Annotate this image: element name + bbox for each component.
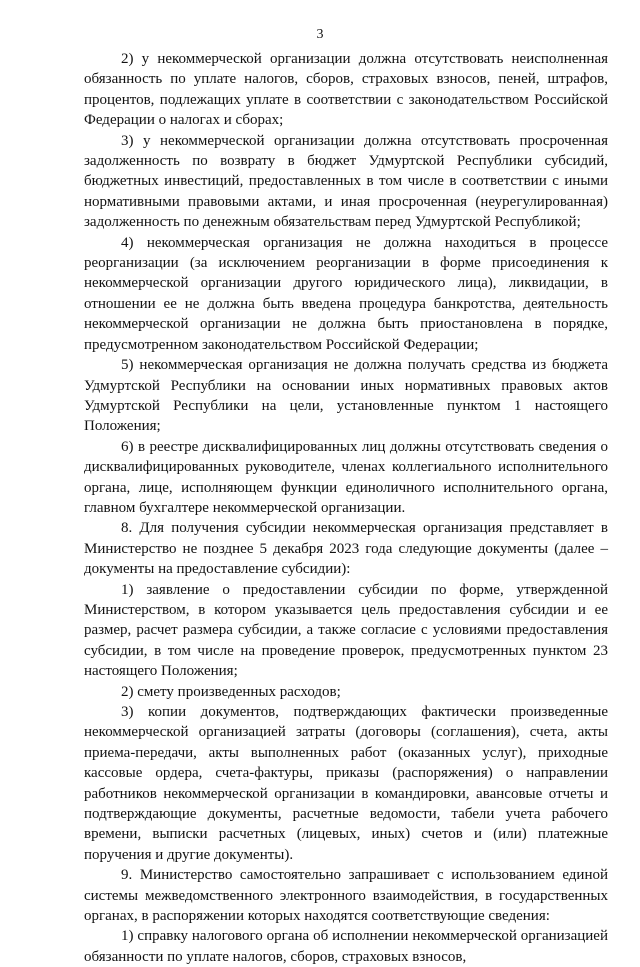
paragraph-item-4: 4) некоммерческая организация не должна находиться в процессе реорганизации (за исключением реорганизации в форме присоединения к некоммерческой организации другого юридического лица), ликвидации, в отношении ее не должна быть введена процедура банкротства, деятельность некоммерческой организации не должна быть приостановлена в порядке, предусмотренном законодательством Российской Федерации; — [84, 234, 608, 353]
paragraph-clause-8-item-1: 1) заявление о предоставлении субсидии по форме, утвержденной Министерством, в котором указывается цель предоставления субсидии и ее размер, расчет размера субсидии, а также согласие с условиями предоставления субсидии, в том числе на проведение проверок, предусмотренных пунктом 23 настоящего Положения; — [84, 581, 608, 680]
paragraph-clause-8: 8. Для получения субсидии некоммерческая организация представляет в Министерство не позднее 5 декабря 2023 года следующие документы (далее – документы на предоставление субсидии): — [84, 520, 608, 578]
paragraph-clause-9-item-1: 1) справку налогового органа об исполнении некоммерческой организацией обязанности по уплате налогов, сборов, страховых взносов, — [84, 928, 608, 965]
paragraph-item-5: 5) некоммерческая организация не должна получать средства из бюджета Удмуртской Республики на основании иных нормативных правовых актов Удмуртской Республики на цели, установленные пунктом 1 настоящего Положения; — [84, 357, 608, 435]
page-number: 3 — [316, 27, 324, 42]
paragraph-item-3: 3) у некоммерческой организации должна отсутствовать просроченная задолженность по возврату в бюджет Удмуртской Республики субсидий, бюджетных инвестиций, предоставленных в том числе в соответствии с иными нормативными правовыми актами, и иная просроченная (неурегулированная) задолженность по денежным обязательствам перед Удмуртской Республикой; — [84, 132, 608, 231]
paragraph-clause-8-item-3: 3) копии документов, подтверждающих фактически произведенные некоммерческой организацией затраты (договоры (соглашения), счета, акты приема-передачи, акты выполненных работ (оказанных услуг), приходные кассовые ордера, счета-фактуры, приказы (распоряжения) о направлении работников некоммерческой организации в командировки, авансовые отчеты и подтверждающие документы, расчетные ведомости, табели учета рабочего времени, выписки расчетных (лицевых, иных) счетов и (или) платежные поручения и другие документы). — [84, 704, 608, 863]
paragraph-clause-9: 9. Министерство самостоятельно запрашивает с использованием единой системы межведомственного электронного взаимодействия, в государственных органах, в распоряжении которых находятся соответствующие сведения: — [84, 867, 608, 925]
document-body — [84, 49, 608, 967]
paragraph-item-6: 6) в реестре дисквалифицированных лиц должны отсутствовать сведения о дисквалифицированных руководителе, членах коллегиального исполнительного органа, лице, исполняющем функции единоличного исполнительного органа, главном бухгалтере некоммерческой организации. — [84, 438, 608, 516]
paragraph-item-2: 2) у некоммерческой организации должна отсутствовать неисполненная обязанность по уплате налогов, сборов, страховых взносов, пеней, штрафов, процентов, подлежащих уплате в соответствии с законодательством Российской Федерации о налогах и сборах; — [84, 51, 608, 129]
paragraph-clause-8-item-2: 2) смету произведенных расходов; — [121, 683, 341, 700]
